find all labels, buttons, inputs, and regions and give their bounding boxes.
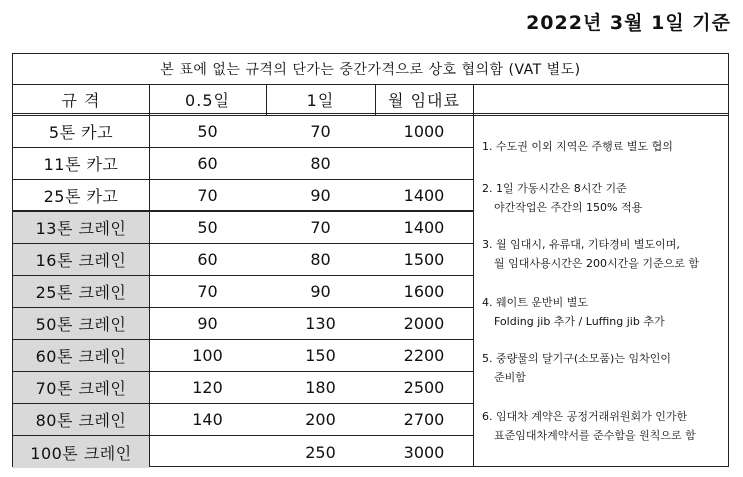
half-day-cell <box>149 436 266 468</box>
table-row <box>13 244 473 276</box>
spec-cell: 16톤 크레인 <box>13 244 149 275</box>
note-item: 2. 1일 가동시간은 8시간 기준 야간작업은 주간의 150% 적용 <box>482 182 643 214</box>
monthly-cell: 2200 <box>403 346 445 365</box>
monthly-cell: 2700 <box>403 410 445 429</box>
half-day-cell: 120 <box>192 378 223 397</box>
one-day-cell: 150 <box>305 346 336 365</box>
monthly-cell: 1400 <box>403 185 445 205</box>
half-day-cell: 100 <box>192 346 223 365</box>
note-item: 3. 월 임대시, 유류대, 기타경비 별도이며, 월 임대사용시간은 200시간을 기준으로 함 <box>482 238 699 270</box>
monthly-cell: 1600 <box>403 282 445 301</box>
monthly-cell: 1000 <box>403 122 445 141</box>
monthly-cell <box>375 148 473 179</box>
note-item: 1. 수도권 이외 지역은 주행료 별도 협의 <box>482 140 673 153</box>
note-item: 6. 임대차 계약은 공정거래위원회가 인가한 표준임대차계약서를 준수함을 원칙으로 함 <box>482 410 696 442</box>
table-row <box>13 116 473 148</box>
half-day-cell: 50 <box>197 122 218 141</box>
header-half-day: 0.5일 <box>185 90 230 110</box>
header-one-day: 1일 <box>306 90 335 110</box>
note-item: 4. 웨이트 운반비 별도 Folding jib 추가 / Luffing jib 추가 <box>482 296 665 328</box>
spec-cell: 60톤 크레인 <box>13 340 149 371</box>
spec-cell: 11톤 카고 <box>43 155 119 174</box>
half-day-cell: 70 <box>197 185 218 205</box>
spec-cell: 5톤 카고 <box>48 123 114 142</box>
one-day-cell: 80 <box>310 154 331 173</box>
one-day-cell: 180 <box>305 378 336 397</box>
table-row <box>13 308 473 340</box>
half-day-cell: 50 <box>197 218 218 237</box>
one-day-cell: 250 <box>305 442 336 462</box>
spec-cell: 13톤 크레인 <box>13 212 149 243</box>
table-row <box>13 180 473 212</box>
grid-line <box>266 85 267 116</box>
grid-line <box>149 85 150 466</box>
one-day-cell: 80 <box>310 250 331 269</box>
table-row <box>13 404 473 436</box>
one-day-cell: 70 <box>310 218 331 237</box>
spec-cell: 25톤 카고 <box>43 186 119 206</box>
monthly-cell: 2000 <box>403 314 445 333</box>
one-day-cell: 200 <box>305 410 336 429</box>
one-day-cell: 130 <box>305 314 336 333</box>
monthly-cell: 3000 <box>403 442 445 462</box>
table-row <box>13 212 473 244</box>
spec-cell: 80톤 크레인 <box>13 404 149 435</box>
table-row <box>13 148 473 180</box>
monthly-cell: 1500 <box>403 250 445 269</box>
spec-cell: 25톤 크레인 <box>13 276 149 307</box>
grid-line <box>375 85 376 116</box>
date-label: 2022년 3월 1일 기준 <box>526 12 731 34</box>
table-caption: 본 표에 없는 규격의 단가는 중간가격으로 상호 협의함 (VAT 별도) <box>13 54 728 85</box>
table-row <box>13 436 473 468</box>
spec-cell: 50톤 크레인 <box>13 308 149 339</box>
header-monthly: 월 임대료 <box>388 90 460 110</box>
half-day-cell: 90 <box>197 314 218 333</box>
note-item: 5. 중량물의 달기구(소모품)는 임차인이 준비함 <box>482 352 671 384</box>
half-day-cell: 60 <box>197 250 218 269</box>
spec-cell: 100톤 크레인 <box>13 436 149 468</box>
table-header <box>13 85 728 116</box>
monthly-cell: 2500 <box>403 378 445 397</box>
spec-cell: 70톤 크레인 <box>13 372 149 403</box>
one-day-cell: 90 <box>310 282 331 301</box>
rental-price-table <box>12 53 729 467</box>
one-day-cell: 70 <box>310 122 331 141</box>
half-day-cell: 140 <box>192 410 223 429</box>
header-spec: 규 격 <box>61 90 101 110</box>
monthly-cell: 1400 <box>403 218 445 237</box>
one-day-cell: 90 <box>310 185 331 205</box>
table-row <box>13 372 473 404</box>
grid-line <box>473 85 474 466</box>
half-day-cell: 70 <box>197 282 218 301</box>
table-row <box>13 276 473 308</box>
table-row <box>13 340 473 372</box>
half-day-cell: 60 <box>197 154 218 173</box>
